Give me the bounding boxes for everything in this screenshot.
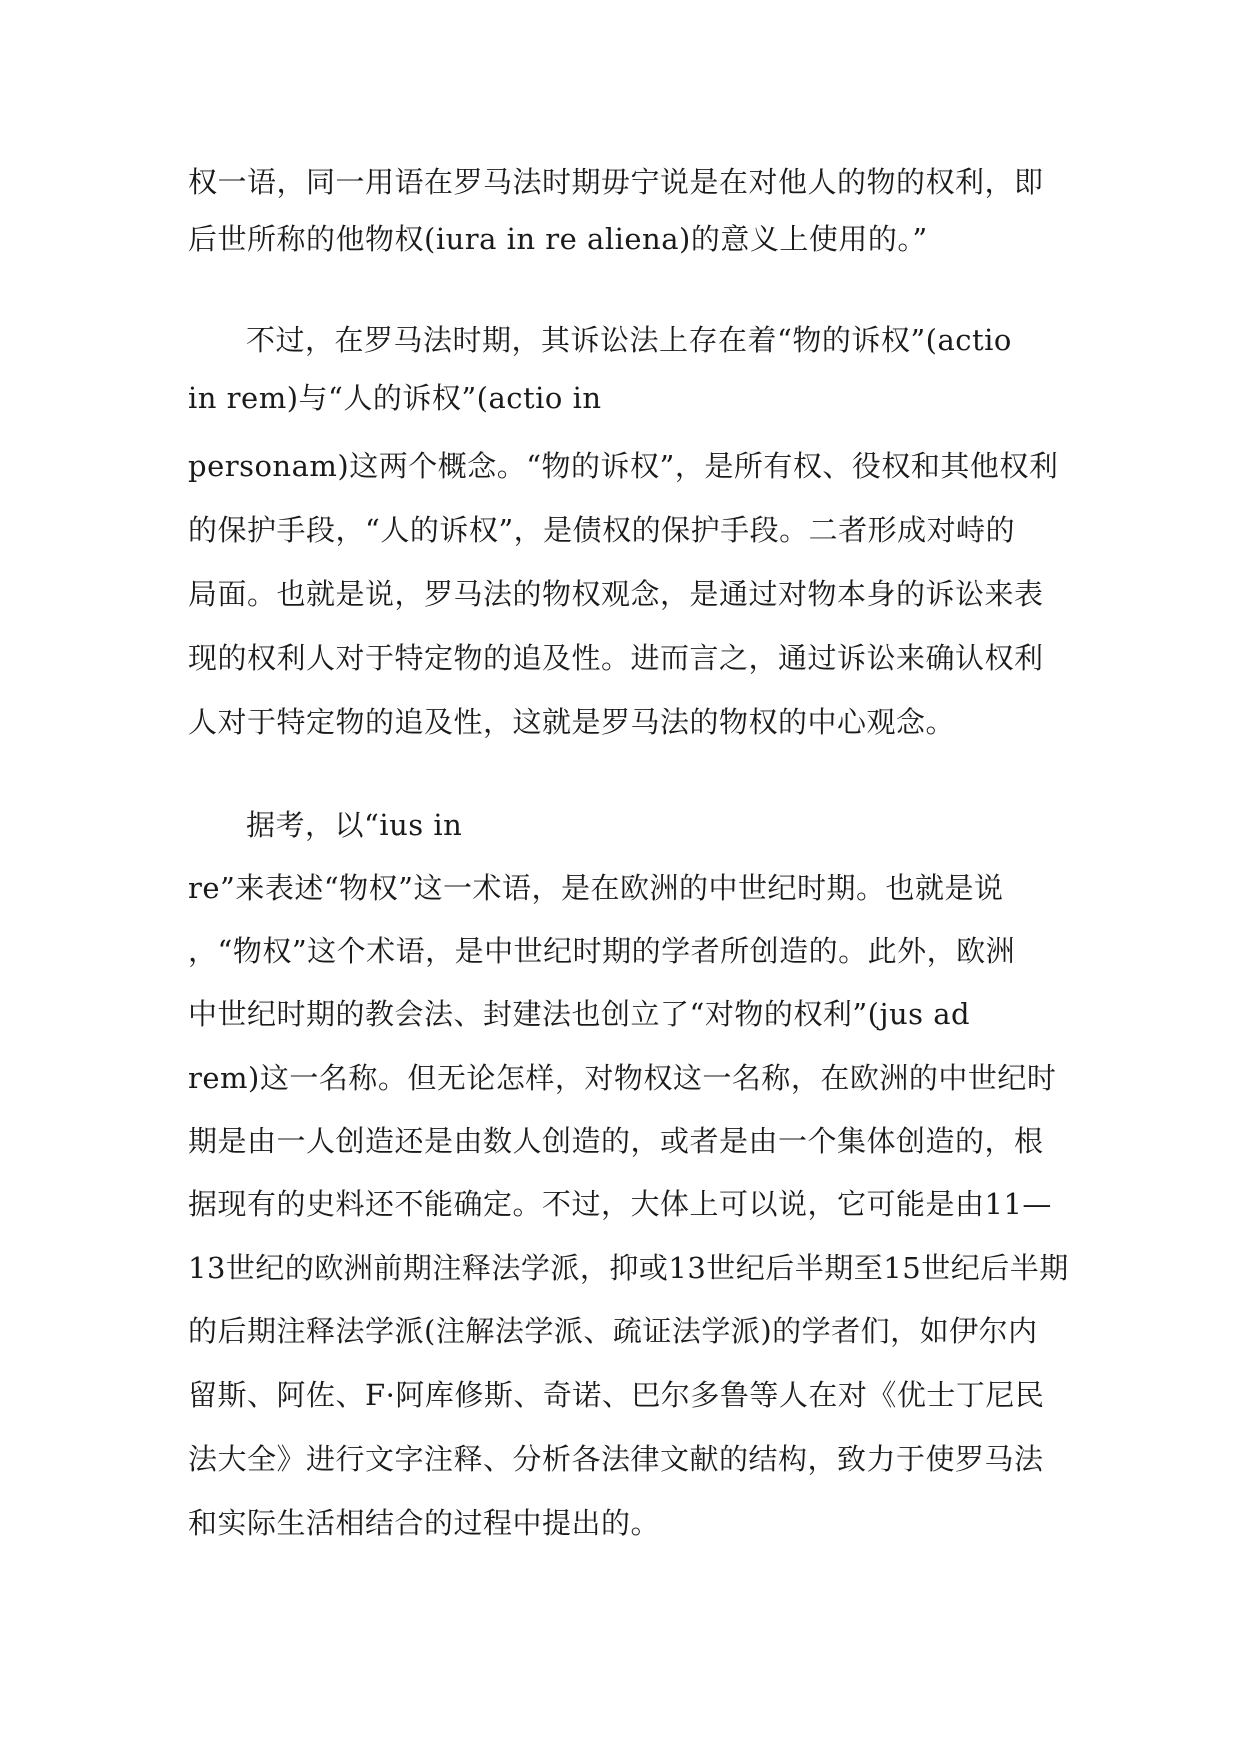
- paragraph-3-line-6: 期是由一人创造还是由数人创造的，或者是由一个集体创造的，根: [188, 1124, 1044, 1158]
- paragraph-2-line-2: in rem)与“人的诉权”(actio in: [188, 381, 602, 415]
- paragraph-3-line-1: 据考，以“ius in: [246, 808, 463, 842]
- paragraph-3-line-3: ，“物权”这个术语，是中世纪时期的学者所创造的。此外，欧洲: [188, 934, 1016, 968]
- paragraph-2-line-1: 不过，在罗马法时期，其诉讼法上存在着“物的诉权”(actio: [246, 323, 1012, 357]
- paragraph-3-line-2: re”来表述“物权”这一术语，是在欧洲的中世纪时期。也就是说: [188, 871, 1004, 905]
- paragraph-3-line-8: 13世纪的欧洲前期注释法学派，抑或13世纪后半期至15世纪后半期: [188, 1251, 1069, 1285]
- paragraph-2-line-3: personam)这两个概念。“物的诉权”，是所有权、役权和其他权利: [188, 449, 1059, 483]
- paragraph-3-line-11: 法大全》进行文字注释、分析各法律文献的结构，致力于使罗马法: [188, 1442, 1044, 1476]
- paragraph-1-line-2: 后世所称的他物权(iura in re aliena)的意义上使用的。”: [188, 222, 928, 256]
- paragraph-2-line-5: 局面。也就是说，罗马法的物权观念，是通过对物本身的诉讼来表: [188, 577, 1044, 611]
- paragraph-1-line-1: 权一语，同一用语在罗马法时期毋宁说是在对他人的物的权利，即: [188, 165, 1044, 199]
- paragraph-3-line-5: rem)这一名称。但无论怎样，对物权这一名称，在欧洲的中世纪时: [188, 1061, 1057, 1095]
- paragraph-2-line-6: 现的权利人对于特定物的追及性。进而言之，通过诉讼来确认权利: [188, 641, 1044, 675]
- paragraph-3-line-7: 据现有的史料还不能确定。不过，大体上可以说，它可能是由11—: [188, 1187, 1052, 1221]
- paragraph-3-line-10: 留斯、阿佐、F·阿库修斯、奇诺、巴尔多鲁等人在对《优士丁尼民: [188, 1378, 1045, 1412]
- paragraph-3-line-4: 中世纪时期的教会法、封建法也创立了“对物的权利”(jus ad: [188, 997, 971, 1031]
- paragraph-2-line-4: 的保护手段，“人的诉权”，是债权的保护手段。二者形成对峙的: [188, 513, 1016, 547]
- paragraph-3-line-12: 和实际生活相结合的过程中提出的。: [188, 1506, 661, 1540]
- paragraph-3-line-9: 的后期注释法学派(注解法学派、疏证法学派)的学者们，如伊尔内: [188, 1314, 1038, 1348]
- paragraph-2-line-7: 人对于特定物的追及性，这就是罗马法的物权的中心观念。: [188, 705, 956, 739]
